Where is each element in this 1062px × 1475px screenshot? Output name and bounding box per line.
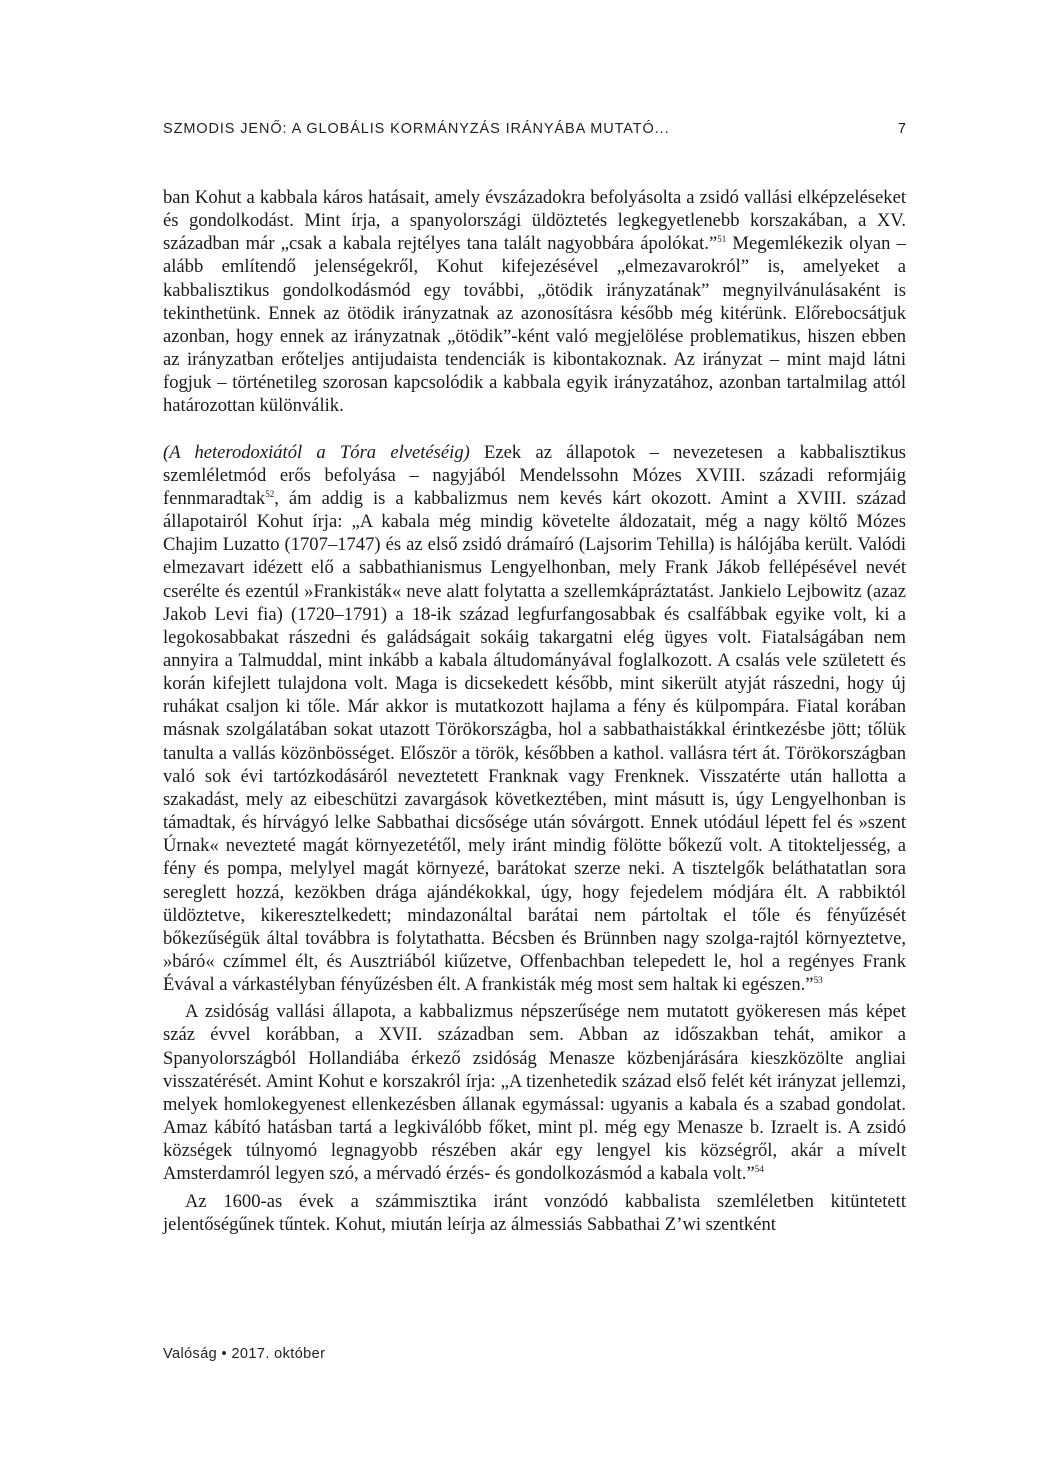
footnote-ref-52: 52: [265, 488, 275, 499]
paragraph-1-text: ban Kohut a kabbala káros hatásait, amely évszázadokra befolyásolta a zsidó vallási elképzeléseket és gondolkodást. Mint írja, a spanyolországi üldöztetés legkegyetlenebb korszakában, a XV. században már „csak a kabala rejtélyes tana talált nagyobbára ápolókat.”: [163, 187, 906, 255]
article-body: [163, 186, 906, 1236]
paragraph-2-text-cont: , ám addig is a kabbalizmus nem kevés kárt okozott. Amint a XVIII. század állapotairól Kohut írja: „A kabala még mindig követelte áldozatait, még a nagy költő Mózes Chajim Luzatto (1707–1747) és az első zsidó drámaíró (Lajsorim Tehilla) is hálójába került. Valódi elmezavart idézett elő a sabbathianismus Lengyelhonban, mely Frank Jákob fellépésével nevét cserélte és ezentúl »Frankisták« neve alatt folytatta a szellemkápráztatást. Jankielo Lejbowitz (azaz Jakob Levi fia) (1720–1791) a 18-ik század legfurfangosabbak és csalfábbak egyike volt, ki a legokosabbakat rászedni és galádságait sokáig takargatni elég ügyes volt. Fiatalságában nem annyira a Talmuddal, mint inkább a kabala áltudományával foglalkozott. A csalás vele született és korán kifejlett tulajdona volt. Maga is dicsekedett később, mint sikerült atyját rászedni, hogy új ruhákat csaljon ki tőle. Már akkor is mutatkozott hajlama a fény és külpompára. Fiatal korában másnak szolgálatában sokat utazott Törökországba, hol a sabbathaistákkal érintkezésbe jött; tőlük tanulta a vallás közönbösséget. Először a török, későbben a kathol. vallásra tért át. Törökországban való sok évi tartózkodásáról neveztetett Franknak vagy Frenknek. Visszatérte után hallotta a szakadást, mely az eibeschützi zavargások következtében, mint másutt is, úgy Lengyelhonban is támadtak, és hírvágyó lelke Sabbathai dicsősége után sóvárgott. Ennek utódául lépett fel és »szent Úrnak« nevezteté magát környezetétől, mely iránt mindig fölötte bőkezű volt. A titokteljesség, a fény és pompa, melylyel magát környezé, barátokat szerze neki. A tisztelgők beláthatatlan sora sereglett hozzá, kezökben drága ajándékokkal, úgy, hogy fejedelem módjára élt. A rabbiktól üldöztetve, kikeresztelkedett; mindazonáltal barátai nem pártoltak el tőle és fényűzését bőkezűségük által továbbra is folytathatta. Bécsben és Brünnben nagy szolga-rajtól környeztetve, »báró« czímmel élt, és Ausztriából kiűzetve, Offenbachban telepedett le, hol a regényes Frank Évával a várkastélyban fényűzésben élt. A frankisták még most sem haltak ki egészen.”: [163, 487, 906, 996]
paragraph-1: [163, 186, 906, 418]
paragraph-1-text-cont: Megemlékezik olyan – alább említendő jelenségekről, Kohut kifejezésével „elmezavarokról” is, amelyeket a kabbalisztikus gondolkodásmód egy további, „ötödik irányzatának” megnyilvánulásaként is tekinthetünk. Ennek az ötödik irányzatnak az azonosításra később még kitérünk. Előrebocsátjuk azonban, hogy ennek az irányzatnak „ötödik”-ként való megjelölése problematikus, hiszen ebben az irányzatban erőteljes antijudaista tendenciák is kibontakoznak. Az irányzat – mint majd látni fogjuk – történetileg szorosan kapcsolódik a kabbala egyik irányzatához, azonban tartalmilag attól határozottan különválik.: [163, 233, 906, 417]
paragraph-2-text: Ezek az állapotok – nevezetesen a kabbalisztikus szemléletmód erős befolyása – nagyjából Mendelssohn Mózes XVIII. századi reformjáig fennmaradtak: [163, 441, 906, 509]
paragraph-4-text: Az 1600-as évek a számmisztika iránt vonzódó kabbalista szemléletben kitüntetett jelentőségűnek tűntek. Kohut, miután leírja az álmessiás Sabbathai Z’wi szentként: [163, 1190, 906, 1235]
paragraph-3-text: A zsidóság vallási állapota, a kabbalizmus népszerűsége nem mutatott gyökeresen más képet száz évvel korábban, a XVII. században sem. Abban az időszakban tehát, amikor a Spanyolországból Hollandiába érkező zsidóság Menasze közbenjárására kieszközölte angliai visszatérését. Amint Kohut e korszakról írja: „A tizenhetedik század első felét két irányzat jellemzi, melyek homlokegyenest ellenkezésben állanak egymással: ugyanis a kabala és a szabad gondolat. Amaz kábító hatásban tartá a legkiválóbb főket, mint pl. még egy Menasze b. Izraelt is. A zsidó községek túlnyomó legnagyobb részében akár egy lengyel kis községről, akár a mívelt Amsterdamról legyen szó, a mérvadó érzés- és gondolkozásmód a kabala volt.”: [163, 1001, 906, 1185]
page-footer: Valóság • 2017. október: [163, 1346, 326, 1362]
footnote-ref-51: 51: [717, 234, 727, 245]
page-number: 7: [897, 121, 906, 137]
running-title: SZMODIS JENŐ: A GLOBÁLIS KORMÁNYZÁS IRÁNYÁBA MUTATÓ...: [163, 121, 670, 137]
paragraph-3: [163, 1000, 906, 1185]
paragraph-2: [163, 441, 906, 997]
footnote-ref-53: 53: [813, 974, 823, 985]
paragraph-4: [163, 1190, 906, 1236]
footnote-ref-54: 54: [754, 1164, 764, 1175]
section-lead: (A heterodoxiától a Tóra elvetéséig): [163, 441, 470, 463]
running-header: [163, 121, 906, 137]
